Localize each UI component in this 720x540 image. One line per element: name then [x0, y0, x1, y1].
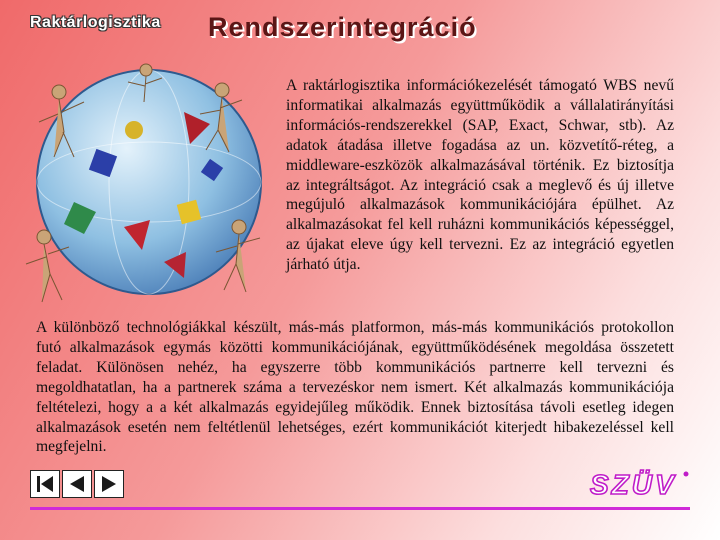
paragraph-details: A különböző technológiákkal készült, más-más platformon, más-más kommunikációs protokollon futó alkalmazások egymás közötti kommunikációjának, együttműködésének megoldása összetett feladat. Különösen nehéz, ha egyszerre több kommunikációs partnerre kell tervezni és megoldhatatlan, ha a partnerek száma a tervezéskor nem ismert. Két alkalmazás kommunikációja feltételezi, hogy a a két alkalmazás egyidejűleg működik. Ennek biztosítása távoli esetleg idegen alkalmazások esetén nem feltétlenül lehetséges, ezért kommunikációt kiterjedt hibakezeléssel kell megfejelni. [36, 319, 674, 456]
szuv-logo [586, 466, 694, 500]
next-slide-button[interactable] [94, 470, 124, 498]
previous-slide-icon [66, 474, 88, 494]
bottom-divider [30, 507, 690, 510]
first-slide-icon [34, 474, 56, 494]
paragraph-intro: A raktárlogisztika információkezelését támogató WBS nevű informatikai alkalmazás együttműködik a vállalatirányítási információs-rendszerekkel (SAP, Exact, Schwar, stb). Az adatok átadása illetve fogadása az un. közvetítő-réteg, a middleware-eszközök alkalmazásával történik. Ez biztosítja az integráltságot. Az integráció csak a meglevő és új illetve megújuló alkalmazások kommunikációjára épülhet. Az alkalmazásokat fel kell ruházni kommunikációs képességgel, az újakat eleve úgy kell tervezni. Ez az integráció egyetlen járható útja. [286, 77, 674, 274]
illustration-image [14, 52, 276, 314]
first-slide-button[interactable] [30, 470, 60, 498]
slide-title: Rendszerintegráció [208, 12, 477, 42]
svg-text:SZÜV: SZÜV [590, 469, 677, 500]
brand-label: Raktárlogisztika [30, 14, 161, 31]
slide-navigation [30, 470, 126, 500]
next-slide-icon [98, 474, 120, 494]
previous-slide-button[interactable] [62, 470, 92, 498]
